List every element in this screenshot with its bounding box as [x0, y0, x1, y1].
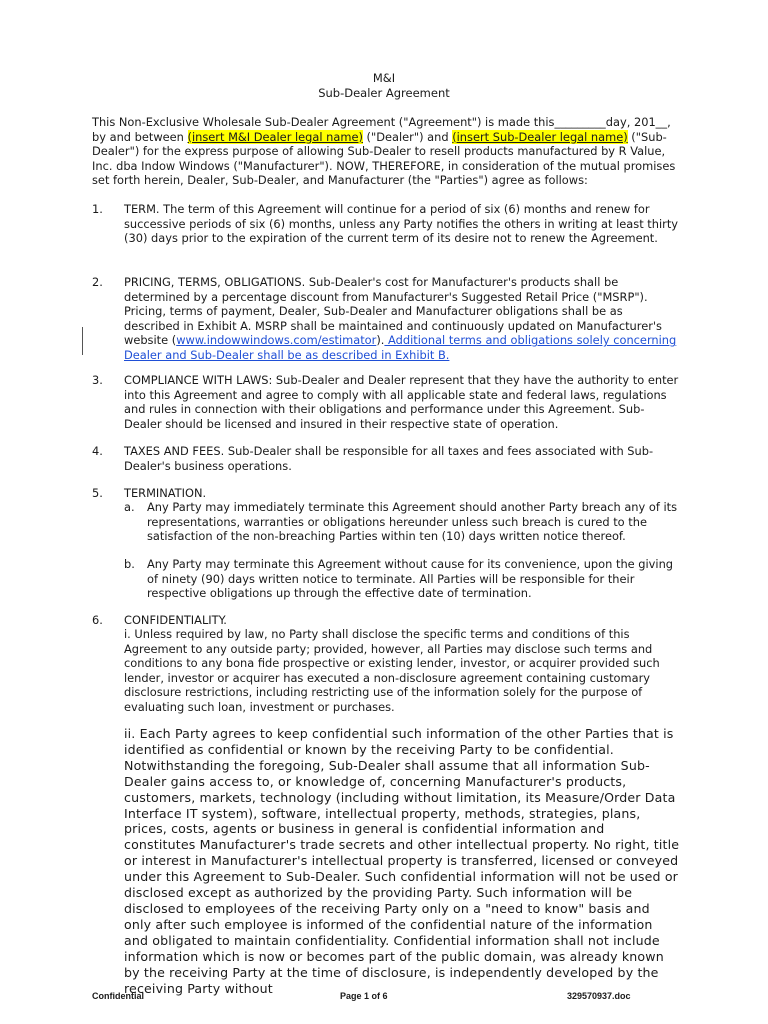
section-5a-text: Any Party may immediately terminate this Agreement should another Party breach any of its representations, warranties or obligations hereunder unless such breach is cured to the satisfaction of the non-breaching Parties within ten (10) days written notice thereof. — [147, 500, 678, 544]
section-2-after-link: ). — [376, 333, 385, 348]
insert-dealer-name-highlight: (insert M&I Dealer legal name) — [187, 129, 363, 144]
footer-confidential: Confidential — [92, 991, 144, 1001]
section-6-number: 6. — [92, 613, 103, 627]
insert-subdealer-name-highlight: (insert Sub-Dealer legal name) — [452, 129, 628, 144]
document-org: M&I — [372, 71, 396, 85]
section-1-number: 1. — [92, 202, 103, 216]
section-4-taxes: TAXES AND FEES. Sub-Dealer shall be responsible for all taxes and fees associated with Sub-Dealer's business operations. — [124, 444, 654, 473]
section-2-tracked-insertion: Additional terms and obligations solely concerning Dealer and Sub-Dealer shall be as described in Exhibit B. — [124, 333, 677, 362]
section-5-number: 5. — [92, 486, 103, 500]
revision-bar — [82, 327, 83, 355]
intro-text-3: ("Sub-Dealer") for the express purpose of allowing Sub-Dealer to resell products manufactured by R Value, Inc. dba Indow Windows ("Manufacturer"). NOW, THEREFORE, in consideration of the mutual promises set forth herein, Dealer, Sub-Dealer, and Manufacturer (the "Parties") agree as follows: — [92, 129, 676, 188]
section-5a-label: a. — [124, 500, 135, 514]
estimator-link[interactable]: www.indowwindows.com/estimator — [176, 333, 377, 348]
section-5-heading: TERMINATION. — [124, 486, 207, 500]
section-3-compliance: COMPLIANCE WITH LAWS: Sub-Dealer and Dealer represent that they have the authority to enter into this Agreement and agree to comply with all applicable state and federal laws, regulations and rules in connection with their obligations and performance under this Agreement. Sub-Dealer should be licensed and insured in their respective state of operation. — [124, 373, 679, 431]
section-4-number: 4. — [92, 444, 103, 458]
intro-text-2: ("Dealer") and — [362, 129, 453, 144]
section-5b-label: b. — [124, 557, 135, 571]
section-2-text: PRICING, TERMS, OBLIGATIONS. Sub-Dealer's cost for Manufacturer's products shall be determined by a percentage discount from Manufacturer's Suggested Retail Price ("MSRP"). Pricing, terms of payment, Dealer, Sub-Dealer and Manufacturer obligations shall be as described in Exhibit A. MSRP shall be maintained and continuously updated on Manufacturer's website ( — [124, 275, 662, 348]
section-6-ii-text: ii. Each Party agrees to keep confidential such information of the other Parties that is identified as confidential or known by the receiving Party to be confidential. Notwithstanding the foregoing, Sub-Dealer shall assume that all information Sub-Dealer gains access to, or knowledge of, concerning Manufacturer's products, customers, markets, technology (including without limitation, its Measure/Order Data Interface IT system), software, intellectual property, methods, strategies, plans, prices, costs, agents or business in general is confidential information and constitutes Manufacturer's trade secrets and other intellectual property. No right, title or interest in Manufacturer's intellectual property is transferred, licensed or conveyed under this Agreement to Sub-Dealer. Such confidential information will not be used or disclosed except as authorized by the providing Party. Such information will be disclosed to employees of the receiving Party only on a "need to know" basis and only after such employee is informed of the confidential nature of the information and obligated to maintain confidentiality. Confidential information shall not include information which is now or becomes part of the public domain, was already known by the receiving Party at the time of disclosure, is independently developed by the receiving Party without — [124, 726, 680, 996]
intro-text-1: This Non-Exclusive Wholesale Sub-Dealer Agreement ("Agreement") is made this_________day, 201__, by and between — [92, 115, 671, 144]
section-3-number: 3. — [92, 373, 103, 387]
intro-paragraph — [92, 115, 682, 188]
footer-page-number: Page 1 of 6 — [340, 991, 388, 1001]
section-1-term: TERM. The term of this Agreement will continue for a period of six (6) months and renew for successive periods of six (6) months, unless any Party notifies the others in writing at least thirty (30) days prior to the expiration of the current term of its desire not to renew the Agreement. — [124, 202, 679, 246]
footer-filename: 329570937.doc — [567, 991, 631, 1001]
section-6-i-text: i. Unless required by law, no Party shall disclose the specific terms and conditions of this Agreement to any outside party; provided, however, all Parties may disclose such terms and conditions to any bona fide prospective or existing lender, investor, or acquirer provided such lender, investor or acquirer has executed a non-disclosure agreement containing customary disclosure restrictions, including restricting use of the information solely for the purpose of evaluating such loan, investment or purchases. — [124, 627, 660, 714]
section-5b-text: Any Party may terminate this Agreement without cause for its convenience, upon the giving of ninety (90) days written notice to terminate. All Parties will be responsible for their respective obligations up through the effective date of termination. — [147, 557, 674, 601]
section-2-pricing — [124, 275, 680, 363]
section-2-number: 2. — [92, 275, 103, 289]
section-6-heading: CONFIDENTIALITY. — [124, 613, 227, 627]
document-title: Sub-Dealer Agreement — [318, 86, 450, 100]
